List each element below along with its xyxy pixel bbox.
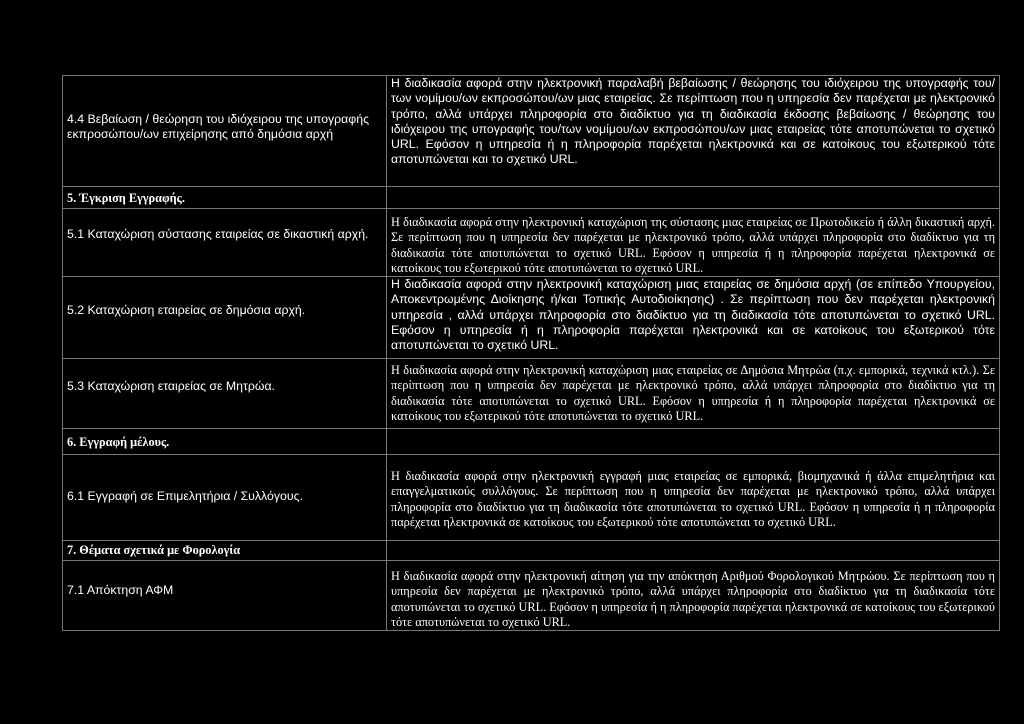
table-row [63,455,1000,541]
procedure-description: Η διαδικασία αφορά στην ηλεκτρονική καταχώριση της σύστασης μιας εταιρείας σε Πρωτοδικείο ή άλλη δικαστική αρχή. Σε περίπτωση που η υπηρεσία δεν παρέχεται με ηλεκτρονικό τρόπο, αλλά υπάρχει πληροφορία στο διαδίκτυο για τη διαδικασία τότε αποτυπώνεται το σχετικό URL. Εφόσον η υπηρεσία ή η πληροφορία παρέχεται ηλεκτρονικά σε κατοίκους του εξωτερικού τότε αποτυπώνεται το σχετικό URL. [391,215,995,275]
section-heading-row [63,541,1000,561]
procedure-description: Η διαδικασία αφορά στην ηλεκτρονική καταχώριση μιας εταιρείας σε δημόσια αρχή (σε επίπεδο Υπουργείου, Αποκεντρωμένης Διοίκησης ή/και Τοπικής Αυτοδιοίκησης) . Σε περίπτωση που δεν παρέχεται ηλεκτρονική υπηρεσία , αλλά υπάρχει πληροφορία στο διαδίκτυο για τη διαδικασία τότε αποτυπώνεται το σχετικό URL. Εφόσον η υπηρεσία ή η πληροφορία παρέχεται ηλεκτρονικά και σε κατοίκους του εξωτερικού τότε αποτυπώνεται το σχετικό URL. [391,277,995,353]
empty-cell [387,429,1000,455]
procedure-description-cell [387,561,1000,631]
procedure-title: 5.1 Καταχώριση σύστασης εταιρείας σε δικαστική αρχή. [67,227,369,241]
procedure-title-cell [63,76,387,187]
procedure-title-cell [63,359,387,429]
procedure-description-cell [387,359,1000,429]
section-heading: 7. Θέματα σχετικά με Φορολογία [67,543,241,558]
procedure-title: 6.1 Εγγραφή σε Επιμελητήρια / Συλλόγους. [67,489,303,504]
section-heading-cell [63,187,387,209]
section-heading-cell [63,541,387,561]
procedure-title-cell [63,561,387,631]
procedures-table [62,75,1000,631]
table-row [63,76,1000,187]
procedure-title: 7.1 Απόκτηση ΑΦΜ [67,583,174,598]
table-row [63,209,1000,277]
procedure-title: 5.3 Καταχώριση εταιρείας σε Μητρώα. [67,379,275,394]
table-row [63,277,1000,359]
procedure-description-cell [387,209,1000,277]
procedure-title: 5.2 Καταχώριση εταιρείας σε δημόσια αρχή. [67,303,306,318]
procedure-description: Η διαδικασία αφορά στην ηλεκτρονική παραλαβή βεβαίωσης / θεώρησης του ιδιόχειρου της υπογραφής του/των νομίμου/ων εκπροσώπου/ων μιας εταιρείας. Σε περίπτωση που η υπηρεσία δεν παρέχεται με ηλεκτρονικό τρόπο, αλλά υπάρχει πληροφορία στο διαδίκτυο για τη διαδικασία έκδοσης βεβαίωσης / θεώρησης του ιδιόχειρου της υπογραφής του/των νομίμου/ων εκπροσώπου/ων μιας εταιρείας τότε αποτυπώνεται το σχετικό URL. Εφόσον η υπηρεσία ή η πληροφορία παρέχεται ηλεκτρονικά και σε κατοίκους του εξωτερικού τότε αποτυπώνεται και το σχετικό URL. [391,76,995,167]
procedure-description-cell [387,455,1000,541]
procedure-description: Η διαδικασία αφορά στην ηλεκτρονική αίτηση για την απόκτηση Αριθμού Φορολογικού Μητρώου. Σε περίπτωση που η υπηρεσία δεν παρέχεται με ηλεκτρονικό τρόπο, αλλά υπάρχει πληροφορία στο διαδίκτυο για τη διαδικασία τότε αποτυπώνεται το σχετικό URL. Εφόσον η υπηρεσία ή η πληροφορία παρέχεται ηλεκτρονικά σε κατοίκους του εξωτερικού τότε αποτυπώνεται το σχετικό URL. [391,569,995,630]
procedure-title-cell [63,277,387,359]
section-heading: 5. Έγκριση Εγγραφής. [67,191,185,205]
procedure-title: 4.4 Βεβαίωση / θεώρηση του ιδιόχειρου της υπογραφής εκπροσώπου/ων επιχείρησης από δημόσια αρχή [67,112,370,142]
table-row [63,359,1000,429]
section-heading: 6. Εγγραφή μέλους. [67,435,170,450]
procedure-description: Η διαδικασία αφορά στην ηλεκτρονική εγγραφή μιας εταιρείας σε εμπορικά, βιομηχανικά ή άλλα επιμελητήρια και επαγγελματικούς συλλόγους. Σε περίπτωση που η υπηρεσία δεν παρέχεται με ηλεκτρονικό τρόπο, αλλά υπάρχει πληροφορία στο διαδίκτυο για τη διαδικασία τότε αποτυπώνεται το σχετικό URL. Εφόσον η υπηρεσία ή η πληροφορία παρέχεται ηλεκτρονικά σε κατοίκους του εξωτερικού τότε αποτυπώνεται το σχετικό URL. [391,469,995,530]
table-row [63,561,1000,631]
section-heading-row [63,429,1000,455]
empty-cell [387,187,1000,209]
procedure-title-cell [63,209,387,277]
procedure-description-cell [387,76,1000,187]
empty-cell [387,541,1000,561]
section-heading-row [63,187,1000,209]
procedure-description-cell [387,277,1000,359]
procedure-description: Η διαδικασία αφορά στην ηλεκτρονική καταχώριση μιας εταιρείας σε Δημόσια Μητρώα (π.χ. εμπορικά, τεχνικά κτλ.). Σε περίπτωση που η υπηρεσία δεν παρέχεται με ηλεκτρονικό τρόπο, αλλά υπάρχει πληροφορία στο διαδίκτυο για τη διαδικασία τότε αποτυπώνεται το σχετικό URL. Εφόσον η υπηρεσία ή η πληροφορία παρέχεται ηλεκτρονικά σε κατοίκους του εξωτερικού τότε αποτυπώνεται το σχετικό URL. [391,363,995,424]
procedure-title-cell [63,455,387,541]
section-heading-cell [63,429,387,455]
